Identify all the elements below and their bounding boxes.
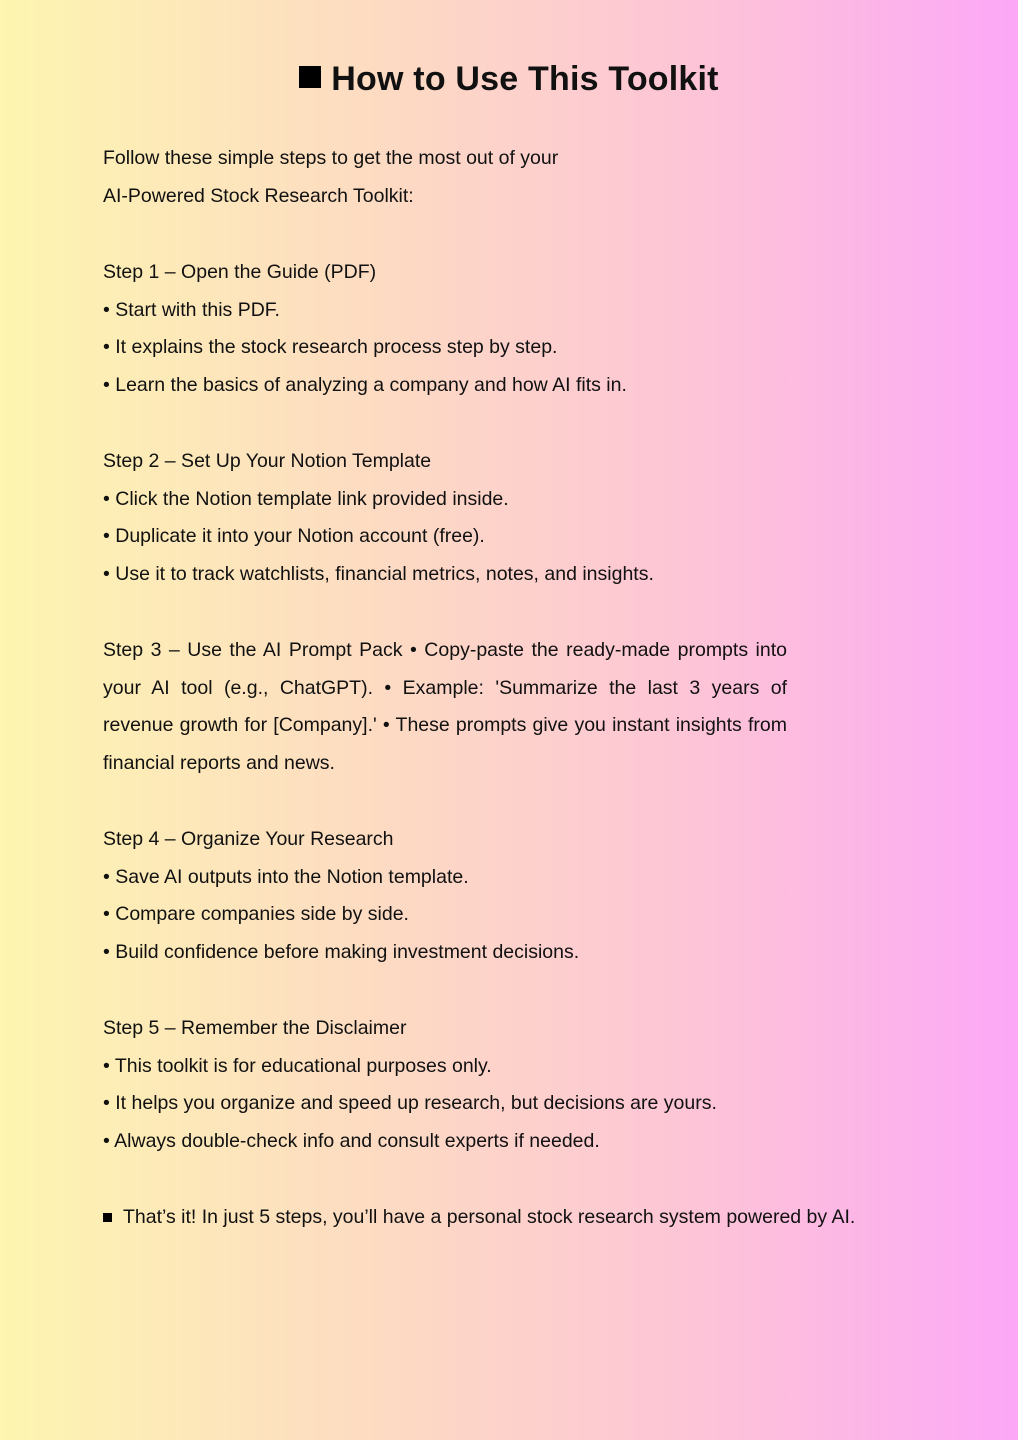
intro-line-1: Follow these simple steps to get the most out of your (103, 147, 559, 169)
step-3-section (103, 632, 889, 782)
step-1-bullet: • Learn the basics of analyzing a company and how AI fits in. (103, 373, 627, 396)
step-5-section (103, 1010, 889, 1160)
closing-line (103, 1199, 889, 1237)
step-4-bullet: • Save AI outputs into the Notion template. (103, 865, 469, 888)
step-5-bullet: • It helps you organize and speed up research, but decisions are yours. (103, 1092, 717, 1114)
step-2-bullet: • Use it to track watchlists, financial metrics, notes, and insights. (103, 562, 654, 585)
closing-text: That’s it! In just 5 steps, you’ll have a personal stock research system powered by AI. (123, 1206, 856, 1228)
step-4-bullet: • Build confidence before making investment decisions. (103, 940, 580, 963)
step-1-section (103, 254, 889, 404)
step-2-bullet: • Click the Notion template link provided inside. (103, 487, 509, 510)
step-1-bullet: • It explains the stock research process step by step. (103, 336, 558, 358)
step-5-bullet: • Always double-check info and consult experts if needed. (103, 1129, 600, 1152)
step-3-paragraph: Step 3 – Use the AI Prompt Pack • Copy-paste the ready-made prompts into your AI tool (e.g., ChatGPT). • Example: 'Summarize the last 3 years of revenue growth for [Company].' • These prompts give you instant insights from financial reports and news. (103, 639, 787, 774)
page-title-block (0, 56, 1018, 102)
small-square-icon (103, 1213, 112, 1222)
step-5-heading: Step 5 – Remember the Disclaimer (103, 1017, 407, 1039)
step-5-bullet: • This toolkit is for educational purposes only. (103, 1054, 492, 1077)
step-1-bullet: • Start with this PDF. (103, 298, 280, 321)
step-1-heading: Step 1 – Open the Guide (PDF) (103, 261, 377, 283)
black-square-icon (299, 66, 321, 88)
step-2-bullet: • Duplicate it into your Notion account (free). (103, 525, 485, 547)
step-4-heading: Step 4 – Organize Your Research (103, 828, 394, 850)
step-4-section (103, 821, 889, 971)
step-4-bullet: • Compare companies side by side. (103, 903, 409, 925)
document-body (103, 140, 889, 1237)
page-title: How to Use This Toolkit (331, 60, 719, 98)
step-2-heading: Step 2 – Set Up Your Notion Template (103, 450, 432, 472)
intro-line-2: AI-Powered Stock Research Toolkit: (103, 184, 414, 207)
step-2-section (103, 443, 889, 593)
